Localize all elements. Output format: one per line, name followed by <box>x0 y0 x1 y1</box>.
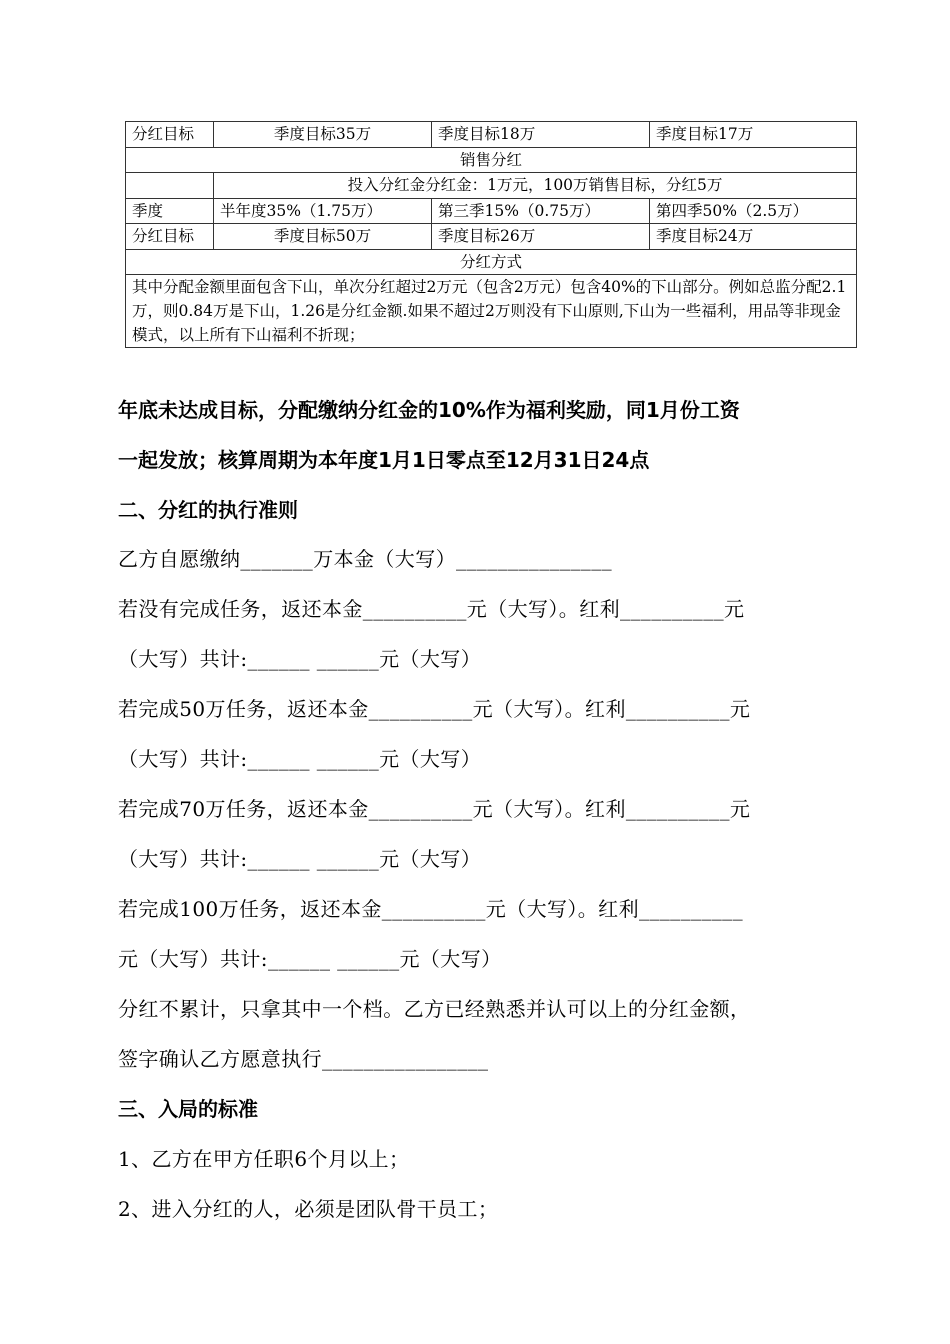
text-line: 元（大写）共计:______ ______元（大写） <box>118 947 502 971</box>
section3-heading: 三、入局的标准 <box>118 1097 258 1121</box>
text-line: （大写）共计:______ ______元（大写） <box>118 647 482 671</box>
year-end-note-line2: 一起发放；核算周期为本年度1月1日零点至12月31日24点 <box>118 448 650 472</box>
year-end-note-line1: 年底未达成目标，分配缴纳分红金的10%作为福利奖励，同1月份工资 <box>118 398 740 422</box>
table-cell: 季度目标26万 <box>432 224 650 250</box>
section2-heading: 二、分红的执行准则 <box>118 498 298 522</box>
text-line: 若完成70万任务，返还本金__________元（大写）。红利__________元 <box>118 797 751 821</box>
text-line: （大写）共计:______ ______元（大写） <box>118 847 482 871</box>
table-cell: 季度目标18万 <box>432 122 650 148</box>
table-cell: 半年度35%（1.75万） <box>214 198 432 224</box>
text-line: 若没有完成任务，返还本金__________元（大写）。红利__________元 <box>118 597 745 621</box>
table-paragraph: 其中分配金额里面包含下山，单次分红超过2万元（包含2万元）包含40%的下山部分。例如总监分配2.1万，则0.84万是下山，1.26是分红金额.如果不超过2万则没有下山原则,下山为一些福利，用品等非现金模式，以上所有下山福利不折现； <box>126 275 857 348</box>
table-cell: 第四季50%（2.5万） <box>650 198 857 224</box>
table-row <box>126 198 857 224</box>
table-cell: 季度目标17万 <box>650 122 857 148</box>
table-row <box>126 249 857 275</box>
table-section-title: 销售分红 <box>126 147 857 173</box>
list-item: 1、乙方在甲方任职6个月以上； <box>118 1147 410 1171</box>
table-row <box>126 224 857 250</box>
bonus-table <box>125 121 857 348</box>
table-cell: 分红目标 <box>126 224 214 250</box>
table-row <box>126 275 857 348</box>
table-cell: 分红目标 <box>126 122 214 148</box>
list-item: 2、进入分红的人，必须是团队骨干员工； <box>118 1197 499 1221</box>
table-cell: 投入分红金分红金：1万元，100万销售目标，分红5万 <box>214 173 857 199</box>
table-cell <box>126 173 214 199</box>
text-line: 分红不累计，只拿其中一个档。乙方已经熟悉并认可以上的分红金额， <box>118 997 751 1021</box>
table-row <box>126 173 857 199</box>
text-line: 若完成100万任务，返还本金__________元（大写）。红利__________ <box>118 897 743 921</box>
text-line: 若完成50万任务，返还本金__________元（大写）。红利__________元 <box>118 697 751 721</box>
text-line: （大写）共计:______ ______元（大写） <box>118 747 482 771</box>
table-cell: 季度目标35万 <box>214 122 432 148</box>
table-cell: 季度 <box>126 198 214 224</box>
text-line: 签字确认乙方愿意执行________________ <box>118 1047 489 1071</box>
table-row <box>126 122 857 148</box>
table-cell: 季度目标50万 <box>214 224 432 250</box>
text-line: 乙方自愿缴纳_______万本金（大写）_______________ <box>118 547 612 571</box>
table-cell: 季度目标24万 <box>650 224 857 250</box>
table-row <box>126 147 857 173</box>
table-cell: 第三季15%（0.75万） <box>432 198 650 224</box>
table-section-title: 分红方式 <box>126 249 857 275</box>
